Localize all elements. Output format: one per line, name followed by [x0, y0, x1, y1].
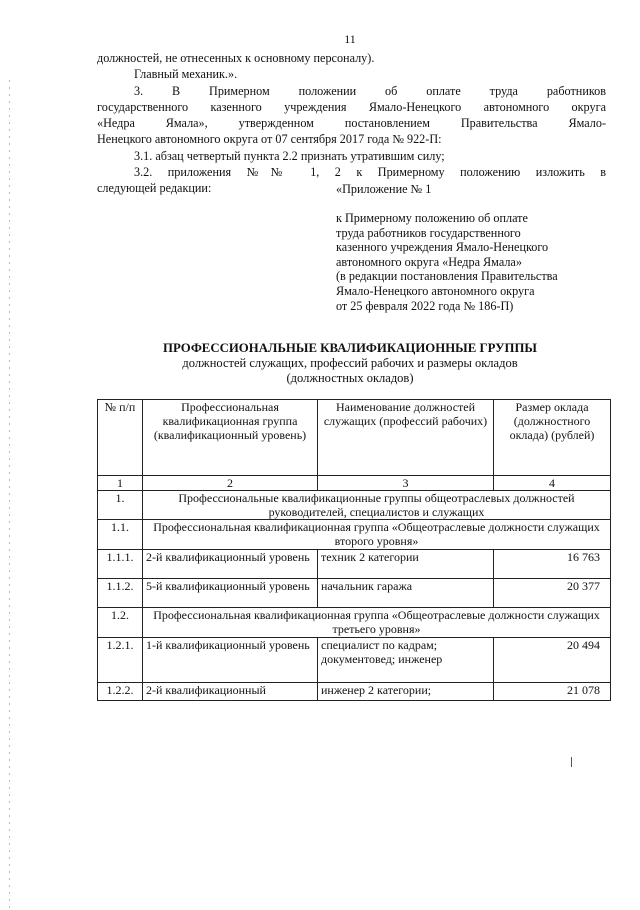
row-level: 1-й квалификационный уровень	[143, 638, 318, 683]
annex-line: от 25 февраля 2022 года № 186-П)	[336, 298, 514, 313]
annex-line: труда работников государственного	[336, 225, 521, 240]
body-line: 3. В Примерном положении об оплате труда работников	[134, 84, 606, 98]
header-salary: Размер оклада (должностного оклада) (рублей)	[494, 400, 611, 476]
annex-line: Ямало-Ненецкого автономного округа	[336, 284, 535, 298]
row-position: техник 2 категории	[318, 550, 494, 579]
section-num: 1.	[98, 491, 143, 520]
document-subheading: должностей служащих, профессий рабочих и размеры окладов	[182, 356, 518, 370]
row-salary: 16 763	[494, 550, 611, 579]
annex-line: казенного учреждения Ямало-Ненецкого	[336, 240, 549, 255]
row-num: 1.1.1.	[98, 550, 143, 579]
row-num: 1.1.2.	[98, 579, 143, 608]
document-subheading: (должностных окладов)	[286, 371, 414, 385]
table-row	[98, 638, 611, 683]
group-title: Профессиональная квалификационная группа «Общеотраслевые должности служащих третьего уровня»	[143, 608, 611, 638]
body-line: Главный механик.».	[134, 67, 238, 81]
body-line: 3.2. приложения №№ 1, 2 к Примерному положению изложить в	[134, 165, 606, 179]
row-position: начальник гаража	[318, 579, 494, 608]
row-level: 2-й квалификационный уровень	[143, 550, 318, 579]
body-line: должностей, не отнесенных к основному персоналу).	[97, 51, 375, 65]
group-num: 1.2.	[98, 608, 143, 638]
row-position: инженер 2 категории;	[318, 683, 494, 701]
table-row	[98, 579, 611, 608]
column-number: 1	[98, 476, 143, 491]
annex-line: (в редакции постановления Правительства	[336, 269, 558, 284]
row-salary: 21 078	[494, 683, 611, 701]
annex-line: к Примерному положению об оплате	[336, 211, 528, 225]
group-row	[98, 520, 611, 550]
section-title: Профессиональные квалификационные группы общеотраслевых должностей руководителей, специалистов и служащих	[143, 491, 611, 520]
row-salary: 20 494	[494, 638, 611, 683]
salary-table	[97, 399, 611, 701]
body-line: 3.1. абзац четвертый пункта 2.2 признать утратившим силу;	[134, 149, 445, 163]
body-line: следующей редакции:	[97, 181, 212, 195]
row-level: 2-й квалификационный	[143, 683, 318, 701]
header-position: Наименование должностей служащих (профессий рабочих)	[318, 400, 494, 476]
annex-line: автономного округа «Недра Ямала»	[336, 254, 522, 269]
header-num: № п/п	[98, 400, 143, 476]
column-number: 2	[143, 476, 318, 491]
row-salary: 20 377	[494, 579, 611, 608]
table-row	[98, 683, 611, 701]
row-position: специалист по кадрам; документовед; инженер	[318, 638, 494, 683]
scan-mark	[571, 757, 572, 767]
group-row	[98, 608, 611, 638]
row-num: 1.2.1.	[98, 638, 143, 683]
section-row	[98, 491, 611, 520]
body-line: Ненецкого автономного округа от 07 сентября 2017 года № 922-П:	[97, 132, 442, 146]
annex-title: «Приложение № 1	[336, 182, 432, 196]
body-line: «Недра Ямала», утвержденном постановлением Правительства Ямало-	[97, 116, 606, 130]
group-title: Профессиональная квалификационная группа «Общеотраслевые должности служащих второго уровня»	[143, 520, 611, 550]
table-row	[98, 550, 611, 579]
column-number: 4	[494, 476, 611, 491]
header-group: Профессиональная квалификационная группа (квалификационный уровень)	[143, 400, 318, 476]
row-level: 5-й квалификационный уровень	[143, 579, 318, 608]
document-heading: ПРОФЕССИОНАЛЬНЫЕ КВАЛИФИКАЦИОННЫЕ ГРУППЫ	[163, 341, 537, 355]
group-num: 1.1.	[98, 520, 143, 550]
row-num: 1.2.2.	[98, 683, 143, 701]
page-number: 11	[344, 32, 356, 46]
column-number: 3	[318, 476, 494, 491]
table-header-row	[98, 400, 611, 476]
column-number-row	[98, 476, 611, 491]
scan-edge-artifact	[9, 80, 10, 910]
body-line: государственного казенного учреждения Ямало-Ненецкого автономного округа	[97, 100, 606, 114]
